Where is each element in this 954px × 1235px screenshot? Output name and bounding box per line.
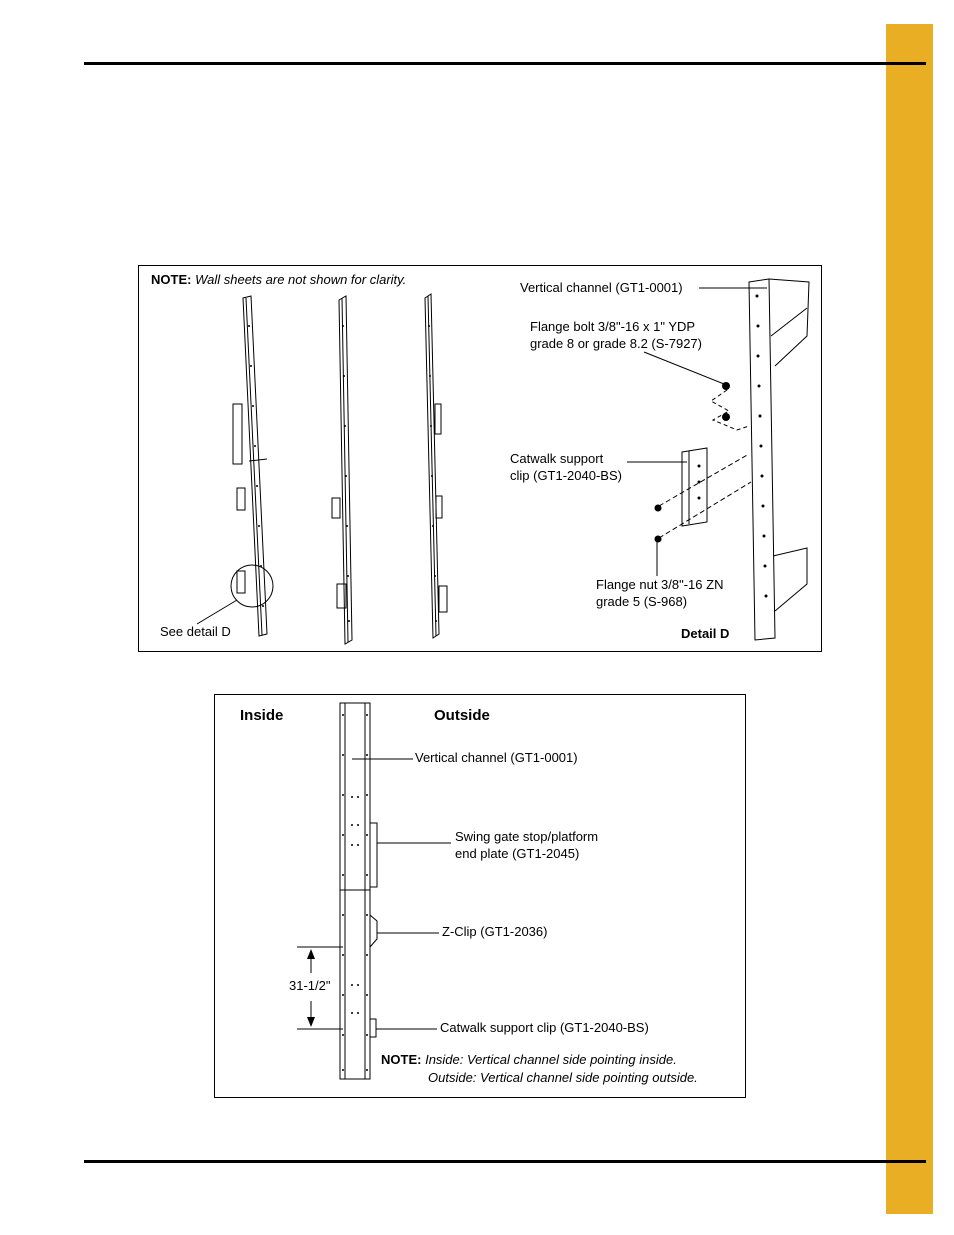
outside-label: Outside bbox=[434, 707, 490, 724]
figure1-note bbox=[151, 271, 406, 288]
label-flange-nut-2: grade 5 (S-968) bbox=[596, 594, 688, 609]
vertical-channel-1 bbox=[233, 296, 267, 636]
see-detail-label: See detail D bbox=[160, 624, 231, 639]
label-swing-gate-2: end plate (GT1-2045) bbox=[455, 846, 580, 861]
detail-channel bbox=[749, 279, 809, 640]
label-catwalk-clip-2: clip (GT1-2040-BS) bbox=[510, 468, 622, 483]
label-flange-bolt-2: grade 8 or grade 8.2 (S-7927) bbox=[530, 336, 702, 351]
label-flange-nut-1: Flange nut 3/8"-16 ZN bbox=[596, 577, 724, 592]
label-vertical-channel: Vertical channel (GT1-0001) bbox=[520, 280, 683, 295]
label-swing-gate-1: Swing gate stop/platform bbox=[455, 829, 599, 844]
catwalk-clip bbox=[682, 448, 707, 526]
label-flange-bolt-1: Flange bolt 3/8"-16 x 1" YDP bbox=[530, 319, 696, 334]
label-z-clip: Z-Clip (GT1-2036) bbox=[442, 924, 548, 939]
detail-d-title: Detail D bbox=[681, 626, 730, 641]
figure2-note-line2: Outside: Vertical channel side pointing outside. bbox=[428, 1070, 698, 1085]
dimension-label: 31-1/2" bbox=[289, 978, 331, 993]
figure2-note-text1: Inside: Vertical channel side pointing inside. bbox=[425, 1052, 677, 1067]
figure1-note-text: Wall sheets are not shown for clarity. bbox=[195, 272, 407, 287]
figure-channel-orientation bbox=[214, 694, 746, 1098]
label-vertical-channel-2: Vertical channel (GT1-0001) bbox=[415, 750, 578, 765]
figure2-note-line1 bbox=[381, 1051, 677, 1068]
assembly-drawing bbox=[139, 266, 821, 651]
figure1-note-label: NOTE: bbox=[151, 272, 192, 287]
vertical-channel-3 bbox=[425, 294, 447, 638]
chapter-tab bbox=[886, 24, 933, 1214]
inside-label: Inside bbox=[240, 707, 284, 724]
footer-rule bbox=[84, 1160, 926, 1163]
figure2-note-label: NOTE: bbox=[381, 1052, 422, 1067]
label-catwalk-clip-3: Catwalk support clip (GT1-2040-BS) bbox=[440, 1020, 649, 1035]
header-rule bbox=[84, 62, 926, 65]
figure-assembly-detail bbox=[138, 265, 822, 652]
label-catwalk-clip-1: Catwalk support bbox=[510, 451, 604, 466]
vertical-channel-2 bbox=[332, 296, 352, 644]
